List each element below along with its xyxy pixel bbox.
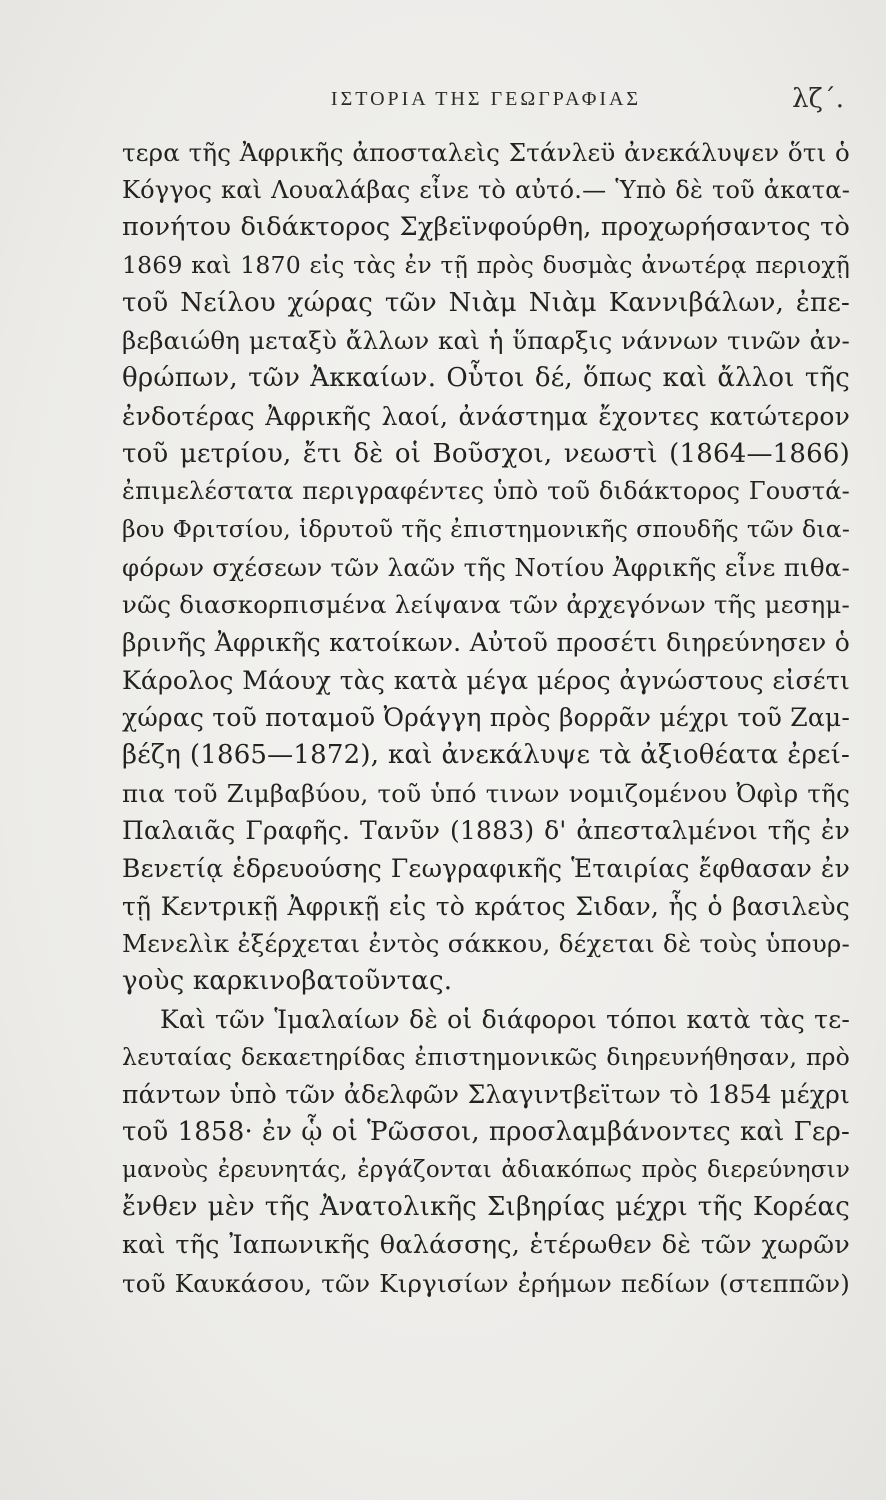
text-line: Μενελὶκ ἐξέρχεται ἐντὸς σάκκου, δέχεται δὲ τοὺς ὑπουρ-	[122, 929, 850, 959]
text-line: καὶ τῆς Ἰαπωνικῆς θαλάσσης, ἑτέρωθεν δὲ τῶν χωρῶν	[122, 1229, 850, 1260]
paragraph-start-line: Καὶ τῶν Ἱμαλαίων δὲ οἱ διάφοροι τόποι κατὰ τὰς τε-	[160, 1004, 850, 1034]
text-line: τοῦ Νείλου χώρας τῶν Νιὰμ Νιὰμ Καννιβάλων, ἐπε-	[122, 287, 850, 318]
text-line: βρινῆς Ἀφρικῆς κατοίκων. Αὐτοῦ προσέτι διηρεύνησεν ὁ	[122, 627, 850, 657]
page-header	[122, 84, 850, 120]
text-line: ἐπιμελέστατα περιγραφέντες ὑπὸ τοῦ διδάκτορος Γουστά-	[122, 477, 850, 506]
text-line: μανοὺς ἐρευνητάς, ἐργάζονται ἀδιακόπως πρὸς διερεύνησιν	[122, 1156, 850, 1183]
running-title: ΙΣΤΟΡΙΑ ΤΗΣ ΓΕΩΓΡΑΦΙΑΣ	[330, 88, 642, 110]
text-line: Κάρολος Μάουχ τὰς κατὰ μέγα μέρος ἀγνώστους εἰσέτι	[122, 665, 850, 695]
text-line: τερα τῆς Ἀφρικῆς ἀποσταλεὶς Στάνλεϋ ἀνεκάλυψεν ὅτι ὁ	[122, 138, 850, 167]
text-line: φόρων σχέσεων τῶν λαῶν τῆς Νοτίου Ἀφρικῆς εἶνε πιθα-	[122, 552, 850, 582]
text-line: πάντων ὑπὸ τῶν ἀδελφῶν Σλαγιντβεϊτων τὸ 1854 μέχρι	[122, 1080, 850, 1110]
text-line: βου Φριτσίου, ἱδρυτοῦ τῆς ἐπιστημονικῆς σπουδῆς τῶν δια-	[122, 514, 850, 543]
text-line: τοῦ Καυκάσου, τῶν Κιργισίων ἐρήμων πεδίων (στεππῶν)	[122, 1268, 850, 1298]
text-line: ἔνθεν μὲν τῆς Ἀνατολικῆς Σιβηρίας μέχρι τῆς Κορέας	[122, 1192, 850, 1223]
text-line: χώρας τοῦ ποταμοῦ Ὀράγγη πρὸς βορρᾶν μέχρι τοῦ Ζαμ-	[122, 703, 850, 733]
text-line: θρώπων, τῶν Ἀκκαίων. Οὗτοι δέ, ὅπως καὶ ἄλλοι τῆς	[122, 363, 850, 394]
text-line: τοῦ μετρίου, ἔτι δὲ οἱ Βοῦσχοι, νεωστὶ (1864—1866)	[122, 438, 850, 469]
page-number: λζ΄.	[792, 84, 844, 114]
body-text	[122, 134, 850, 1302]
text-line: πια τοῦ Ζιμβαβύου, τοῦ ὑπό τινων νομιζομένου Ὀφὶρ τῆς	[122, 778, 850, 808]
text-line: βέζη (1865—1872), καὶ ἀνεκάλυψε τὰ ἀξιοθέατα ἐρεί-	[122, 740, 850, 770]
text-line: πονήτου διδάκτορος Σχβεϊνφούρθη, προχωρήσαντος τὸ	[122, 212, 850, 243]
text-line: βεβαιώθη μεταξὺ ἄλλων καὶ ἡ ὕπαρξις νάννων τινῶν ἀν-	[122, 326, 850, 356]
paragraph-end-line: γοὺς καρκινοβατοῦντας.	[122, 966, 453, 997]
text-line: τοῦ 1858· ἐν ᾧ οἱ Ῥῶσσοι, προσλαμβάνοντες καὶ Γερ-	[122, 1116, 850, 1147]
text-line: 1869 καὶ 1870 εἰς τὰς ἐν τῇ πρὸς δυσμὰς ἀνωτέρᾳ περιοχῇ	[122, 251, 850, 280]
text-line: Κόγγος καὶ Λουαλάβας εἶνε τὸ αὐτό.— Ὑπὸ δὲ τοῦ ἀκατα-	[122, 175, 850, 204]
text-line: τῇ Κεντρικῇ Ἀφρικῇ εἰς τὸ κράτος Σιδαν, ἧς ὁ βασιλεὺς	[122, 891, 850, 921]
text-line: Παλαιᾶς Γραφῆς. Τανῦν (1883) δ' ἀπεσταλμένοι τῆς ἐν	[122, 816, 850, 846]
text-line: Βενετίᾳ ἑδρευούσης Γεωγραφικῆς Ἑταιρίας ἔφθασαν ἐν	[122, 854, 850, 884]
text-line: ἐνδοτέρας Ἀφρικῆς λαοί, ἀνάστημα ἔχοντες κατώτερον	[122, 401, 850, 431]
text-line: νῶς διασκορπισμένα λείψανα τῶν ἀρχεγόνων τῆς μεσημ-	[122, 590, 850, 620]
text-line: λευταίας δεκαετηρίδας ἐπιστημονικῶς διηρευνήθησαν, πρὸ	[122, 1042, 850, 1071]
